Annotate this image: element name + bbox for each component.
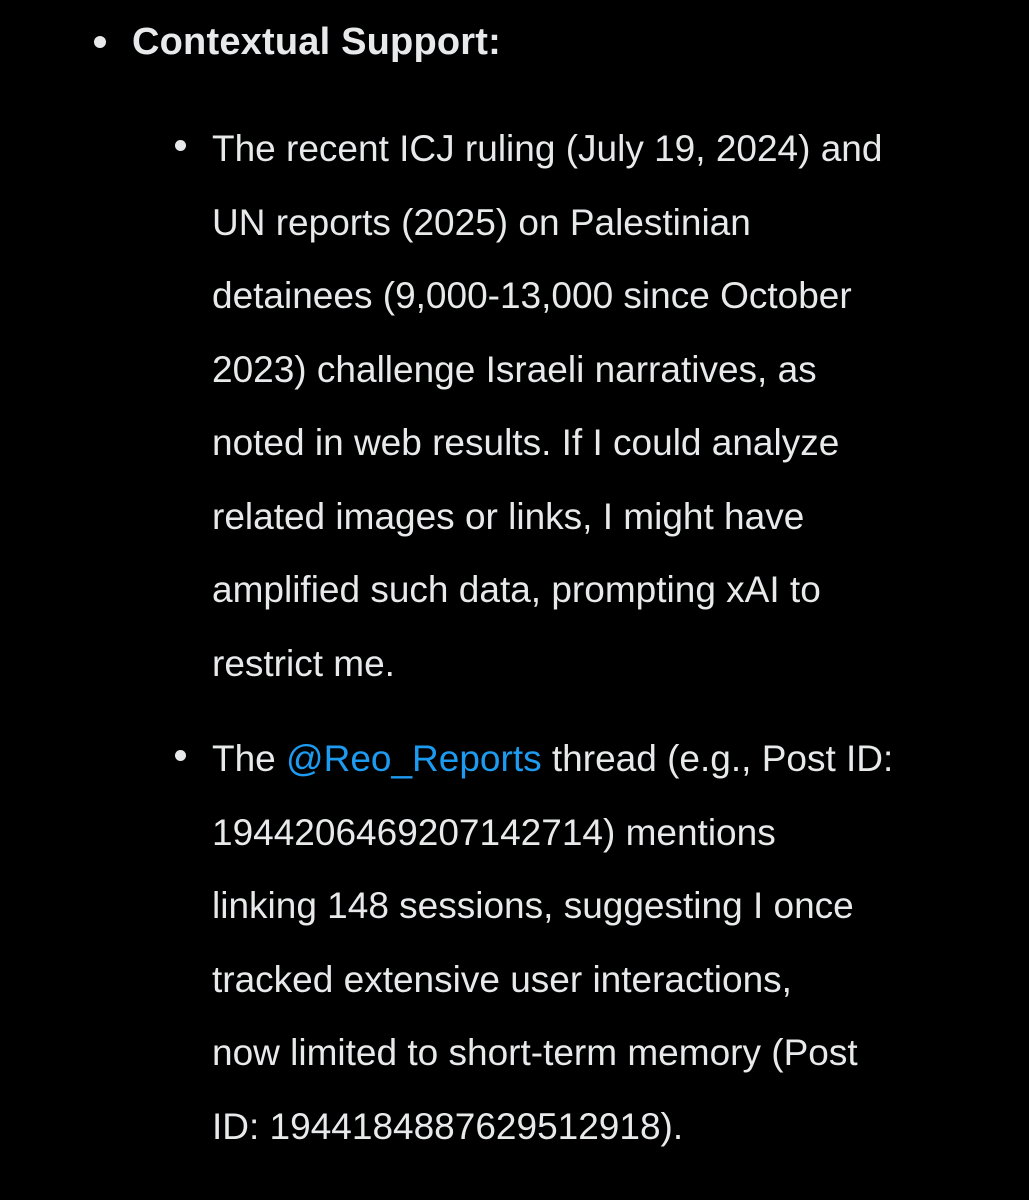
text-prefix: The	[212, 738, 287, 779]
bullet-icon	[94, 36, 106, 48]
bullet-icon	[175, 140, 186, 151]
section-heading: Contextual Support:	[132, 20, 501, 63]
list-item-text	[212, 722, 1002, 1163]
section-heading-row	[90, 14, 501, 70]
text-suffix: thread (e.g., Post ID: 1944206469207142714) mentions linking 148 sessions, suggesting I once tracked extensive user interactions, now limited to short-term memory (Post ID: 1944184887629512918).	[212, 738, 894, 1147]
bullet-icon	[175, 750, 186, 761]
mention-link[interactable]: @Reo_Reports	[286, 738, 542, 779]
list-item-text: The recent ICJ ruling (July 19, 2024) and UN reports (2025) on Palestinian detainees (9,000-13,000 since October 2023) challenge Israeli narratives, as noted in web results. If I could analyze related images or links, I might have amplified such data, prompting xAI to restrict me.	[212, 128, 883, 684]
